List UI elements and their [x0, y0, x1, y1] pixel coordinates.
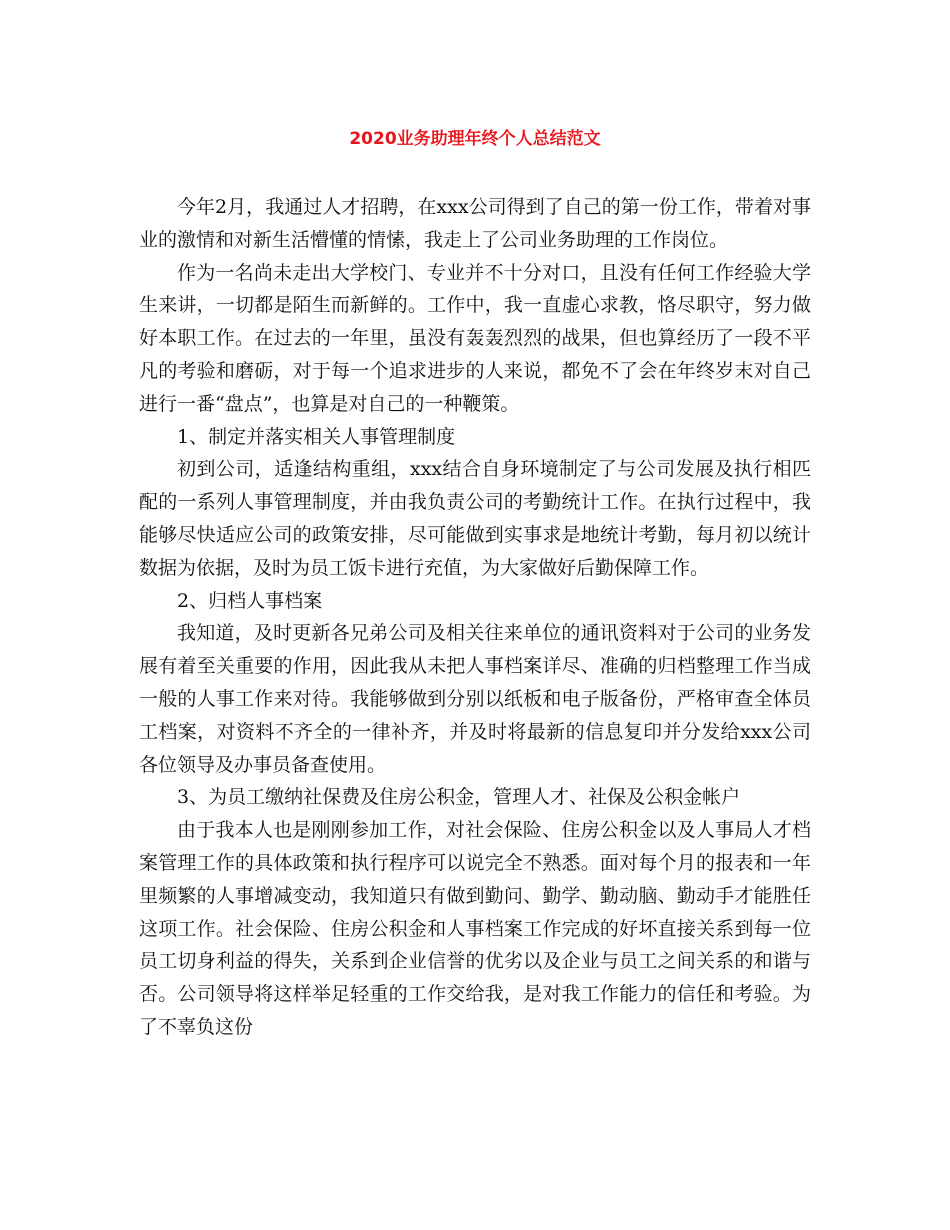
paragraph-section-1: 初到公司，适逢结构重组，xxx结合自身环境制定了与公司发展及执行相匹配的一系列人事管理制度，并由我负责公司的考勤统计工作。在执行过程中，我能够尽快适应公司的政策安排，尽可能做到实事求是地统计考勤，每月初以统计数据为依据，及时为员工饭卡进行充值，为大家做好后勤保障工作。: [139, 458, 811, 579]
paragraph-reflection: 作为一名尚未走出大学校门、专业并不十分对口，且没有任何工作经验大学生来讲，一切都是陌生而新鲜的。工作中，我一直虚心求教，恪尽职守，努力做好本职工作。在过去的一年里，虽没有轰轰烈烈的战果，但也算经历了一段不平凡的考验和磨砺，对于每一个追求进步的人来说，都免不了会在年终岁末对自己进行一番“盘点”，也算是对自己的一种鞭策。: [139, 261, 811, 415]
paragraph-intro: 今年2月，我通过人才招聘，在xxx公司得到了自己的第一份工作，带着对事业的激情和对新生活懵懂的情愫，我走上了公司业务助理的工作岗位。: [139, 196, 811, 251]
section-heading-3: 3、为员工缴纳社保费及住房公积金，管理人才、社保及公积金帐户: [177, 786, 741, 809]
section-heading-2: 2、归档人事档案: [177, 589, 323, 612]
paragraph-section-3: 由于我本人也是刚刚参加工作，对社会保险、住房公积金以及人事局人才档案管理工作的具体政策和执行程序可以说完全不熟悉。面对每个月的报表和一年里频繁的人事增减变动，我知道只有做到勤问、勤学、勤动脑、勤动手才能胜任这项工作。社会保险、住房公积金和人事档案工作完成的好坏直接关系到每一位员工切身利益的得失，关系到企业信誉的优劣以及企业与员工之间关系的和谐与否。公司领导将这样举足轻重的工作交给我，是对我工作能力的信任和考验。为了不辜负这份: [139, 819, 811, 1038]
section-heading-1: 1、制定并落实相关人事管理制度: [177, 425, 456, 448]
document-title: 2020业务助理年终个人总结范文: [349, 129, 601, 149]
paragraph-section-2: 我知道，及时更新各兄弟公司及相关往来单位的通讯资料对于公司的业务发展有着至关重要的作用，因此我从未把人事档案详尽、准确的归档整理工作当成一般的人事工作来对待。我能够做到分别以纸板和电子版备份，严格审查全体员工档案，对资料不齐全的一律补齐，并及时将最新的信息复印并分发给xxx公司各位领导及办事员备查使用。: [139, 622, 811, 776]
document-body: [139, 191, 811, 1044]
